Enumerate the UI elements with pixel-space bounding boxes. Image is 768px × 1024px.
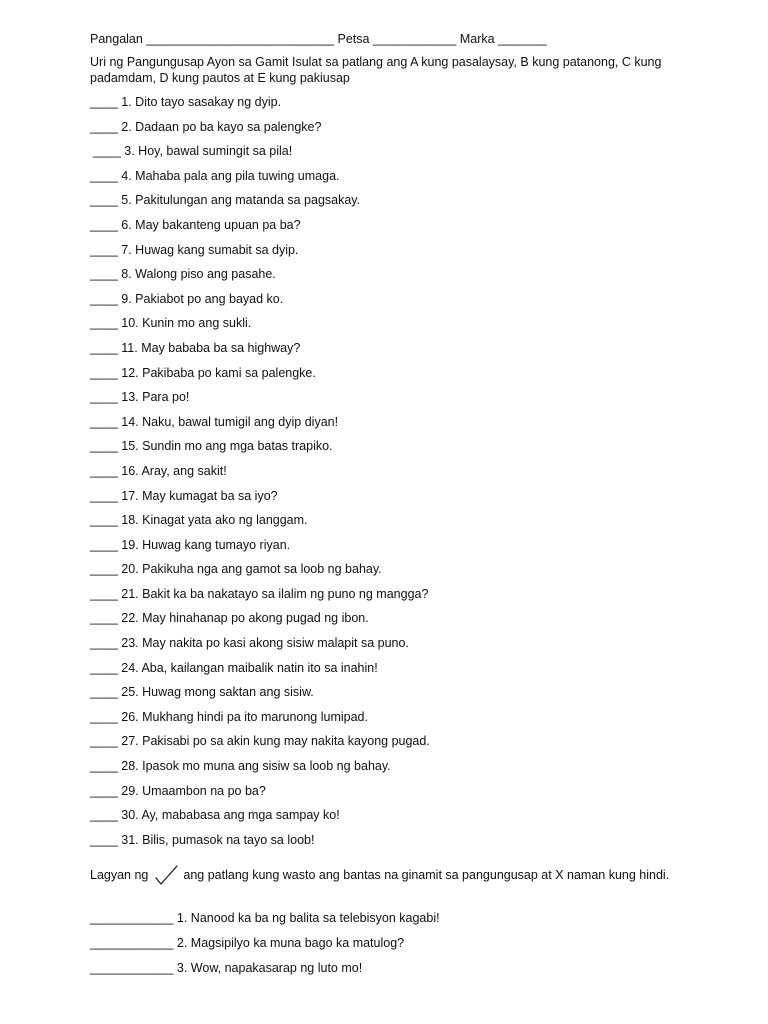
list-item: ____ 7. Huwag kang sumabit sa dyip. [90,242,299,257]
list-item: ____ 2. Dadaan po ba kayo sa palengke? [90,119,322,134]
list-item: ____ 20. Pakikuha nga ang gamot sa loob ng bahay. [90,562,382,577]
list-item: ____ 19. Huwag kang tumayo riyan. [90,537,291,552]
part2-instruction-before: Lagyan ng [90,868,149,883]
list-item: ____ 4. Mahaba pala ang pila tuwing umaga. [90,168,340,183]
list-item: ____ 22. May hinahanap po akong pugad ng ibon. [90,611,369,626]
part2-instructions [90,856,690,894]
list-item: ____ 31. Bilis, pumasok na tayo sa loob! [90,832,315,847]
list-item: ____________ 3. Wow, napakasarap ng luto mo! [90,960,363,975]
list-item: ____ 24. Aba, kailangan maibalik natin ito sa inahin! [90,660,378,675]
list-item: ____ 17. May kumagat ba sa iyo? [90,488,278,503]
list-item: ____ 12. Pakibaba po kami sa palengke. [90,365,316,380]
list-item: ____ 25. Huwag mong saktan ang sisiw. [90,685,314,700]
list-item: ____ 5. Pakitulungan ang matanda sa pagsakay. [90,193,361,208]
list-item: ____ 21. Bakit ka ba nakatayo sa ilalim ng puno ng mangga? [90,586,429,601]
part1-item-list [90,94,690,856]
list-item: ____ 16. Aray, ang sakit! [90,463,227,478]
list-item: ____ 26. Mukhang hindi pa ito marunong lumipad. [90,709,368,724]
list-item: ____ 15. Sundin mo ang mga batas trapiko. [90,439,333,454]
list-item: ____ 27. Pakisabi po sa akin kung may nakita kayong pugad. [90,734,430,749]
worksheet-header [90,29,690,49]
list-item: ____ 11. May bababa ba sa highway? [90,340,301,355]
part1-instructions: Uri ng Pangungusap Ayon sa Gamit Isulat sa patlang ang A kung pasalaysay, B kung patanong, C kung padamdam, D kung pautos at E kung pakiusap [90,55,662,85]
date-field-label: Petsa ____________ [337,32,457,46]
list-item: ____ 6. May bakanteng upuan pa ba? [90,217,301,232]
list-item: ____ 13. Para po! [90,390,190,405]
list-item: ____________ 1. Nanood ka ba ng balita sa telebisyon kagabi! [90,911,440,926]
list-item: ____ 29. Umaambon na po ba? [90,783,266,798]
list-item: ____ 14. Naku, bawal tumigil ang dyip diyan! [90,414,339,429]
list-item: ____ 9. Pakiabot po ang bayad ko. [90,291,284,306]
list-item: ____________ 2. Magsipilyo ka muna bago ka matulog? [90,936,405,950]
list-item: ____ 18. Kinagat yata ako ng langgam. [90,513,308,528]
list-item: ____ 30. Ay, mababasa ang mga sampay ko! [90,808,340,823]
list-item: ____ 3. Hoy, bawal sumingit sa pila! [93,144,293,159]
list-item: ____ 28. Ipasok mo muna ang sisiw sa loob ng bahay. [90,759,391,774]
grade-field-label: Marka _______ [459,32,547,46]
worksheet-page [90,29,690,984]
list-item: ____ 23. May nakita po kasi akong sisiw malapit sa puno. [90,636,409,651]
part2-item-list [90,910,690,984]
list-item: ____ 1. Dito tayo sasakay ng dyip. [90,95,282,109]
list-item: ____ 10. Kunin mo ang sukli. [90,316,252,331]
checkmark-icon [154,863,180,887]
part2-instruction-after: ang patlang kung wasto ang bantas na ginamit sa pangungusap at X naman kung hindi. [183,868,670,883]
name-field-label: Pangalan ___________________________ [90,32,335,46]
list-item: ____ 8. Walong piso ang pasahe. [90,267,276,282]
